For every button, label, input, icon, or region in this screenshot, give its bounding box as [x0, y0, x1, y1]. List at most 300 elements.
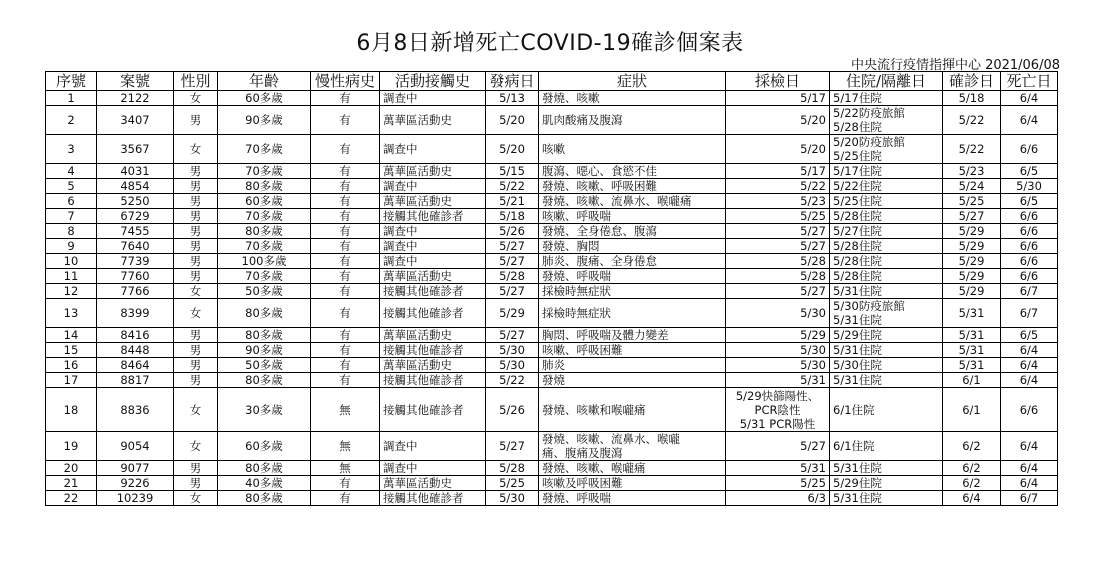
case-test-date-cell: 5/28 [726, 269, 830, 284]
table-row [46, 135, 1058, 164]
case-test-date-cell: 5/17 [726, 164, 830, 179]
case-death-date-cell: 6/4 [1001, 343, 1058, 358]
table-row [46, 476, 1058, 491]
case-death-date-cell: 6/4 [1001, 432, 1058, 461]
case-age-cell: 30多歲 [218, 388, 311, 432]
case-sex-cell: 男 [174, 194, 218, 209]
case-onset-cell: 5/25 [486, 476, 539, 491]
case-hospital-cell: 6/1住院 [830, 388, 943, 432]
case-death-date-cell: 6/6 [1001, 135, 1058, 164]
column-header: 活動接觸史 [380, 72, 486, 91]
case-onset-cell: 5/22 [486, 179, 539, 194]
case-confirm-date-cell: 6/2 [943, 476, 1001, 491]
case-seq-cell: 3 [46, 135, 97, 164]
case-number-cell: 4854 [97, 179, 174, 194]
case-hospital-cell: 5/20防疫旅館 5/25住院 [830, 135, 943, 164]
case-symptoms-cell: 腹瀉、噁心、食慾不佳 [539, 164, 726, 179]
case-sex-cell: 女 [174, 388, 218, 432]
case-symptoms-cell: 咳嗽、呼吸困難 [539, 343, 726, 358]
case-test-date-cell: 5/20 [726, 106, 830, 135]
case-test-date-cell: 5/20 [726, 135, 830, 164]
case-death-date-cell: 6/4 [1001, 358, 1058, 373]
case-age-cell: 70多歲 [218, 239, 311, 254]
case-hospital-cell: 5/28住院 [830, 269, 943, 284]
case-symptoms-cell: 肺炎、腹痛、全身倦怠 [539, 254, 726, 269]
case-death-date-cell: 6/6 [1001, 239, 1058, 254]
case-number-cell: 7640 [97, 239, 174, 254]
case-death-date-cell: 6/5 [1001, 194, 1058, 209]
case-symptoms-cell: 採檢時無症狀 [539, 284, 726, 299]
case-hospital-cell: 5/25住院 [830, 194, 943, 209]
case-sex-cell: 女 [174, 135, 218, 164]
case-seq-cell: 18 [46, 388, 97, 432]
case-confirm-date-cell: 5/29 [943, 254, 1001, 269]
case-number-cell: 6729 [97, 209, 174, 224]
case-chronic-cell: 有 [311, 224, 380, 239]
case-symptoms-cell: 肌肉酸痛及腹瀉 [539, 106, 726, 135]
case-chronic-cell: 有 [311, 91, 380, 106]
case-age-cell: 80多歲 [218, 373, 311, 388]
case-number-cell: 7766 [97, 284, 174, 299]
case-confirm-date-cell: 5/31 [943, 343, 1001, 358]
case-chronic-cell: 有 [311, 106, 380, 135]
case-contact-cell: 接觸其他確診者 [380, 491, 486, 506]
case-age-cell: 60多歲 [218, 194, 311, 209]
case-symptoms-cell: 發燒、咳嗽、喉嚨痛 [539, 461, 726, 476]
table-row [46, 358, 1058, 373]
case-sex-cell: 男 [174, 358, 218, 373]
case-seq-cell: 6 [46, 194, 97, 209]
case-confirm-date-cell: 6/2 [943, 461, 1001, 476]
case-onset-cell: 5/27 [486, 254, 539, 269]
case-death-date-cell: 6/6 [1001, 388, 1058, 432]
case-age-cell: 100多歲 [218, 254, 311, 269]
case-age-cell: 80多歲 [218, 491, 311, 506]
column-header: 序號 [46, 72, 97, 91]
case-age-cell: 90多歲 [218, 106, 311, 135]
case-test-date-cell: 5/30 [726, 343, 830, 358]
case-seq-cell: 4 [46, 164, 97, 179]
table-row [46, 106, 1058, 135]
column-header: 確診日 [943, 72, 1001, 91]
case-seq-cell: 17 [46, 373, 97, 388]
case-confirm-date-cell: 6/1 [943, 388, 1001, 432]
table-row [46, 299, 1058, 328]
case-sex-cell: 女 [174, 91, 218, 106]
case-contact-cell: 調查中 [380, 239, 486, 254]
case-hospital-cell: 5/17住院 [830, 164, 943, 179]
case-contact-cell: 接觸其他確診者 [380, 284, 486, 299]
case-contact-cell: 調查中 [380, 461, 486, 476]
case-seq-cell: 9 [46, 239, 97, 254]
case-test-date-cell: 5/29 [726, 328, 830, 343]
case-contact-cell: 萬華區活動史 [380, 164, 486, 179]
table-row [46, 491, 1058, 506]
case-onset-cell: 5/26 [486, 224, 539, 239]
case-age-cell: 70多歲 [218, 269, 311, 284]
case-chronic-cell: 無 [311, 388, 380, 432]
case-chronic-cell: 有 [311, 491, 380, 506]
case-contact-cell: 調查中 [380, 432, 486, 461]
column-header: 案號 [97, 72, 174, 91]
case-seq-cell: 14 [46, 328, 97, 343]
case-contact-cell: 萬華區活動史 [380, 269, 486, 284]
case-test-date-cell: 5/30 [726, 299, 830, 328]
case-onset-cell: 5/18 [486, 209, 539, 224]
case-onset-cell: 5/20 [486, 135, 539, 164]
page-title: 6月8日新增死亡COVID-19確診個案表 [356, 31, 744, 56]
case-onset-cell: 5/26 [486, 388, 539, 432]
case-symptoms-cell: 發燒、咳嗽、流鼻水、喉嚨 痛、腹痛及腹瀉 [539, 432, 726, 461]
case-sex-cell: 男 [174, 179, 218, 194]
case-onset-cell: 5/22 [486, 373, 539, 388]
case-contact-cell: 接觸其他確診者 [380, 343, 486, 358]
case-seq-cell: 2 [46, 106, 97, 135]
case-contact-cell: 調查中 [380, 224, 486, 239]
case-confirm-date-cell: 5/29 [943, 224, 1001, 239]
case-number-cell: 9226 [97, 476, 174, 491]
case-test-date-cell: 5/23 [726, 194, 830, 209]
case-age-cell: 60多歲 [218, 91, 311, 106]
case-chronic-cell: 有 [311, 284, 380, 299]
case-onset-cell: 5/30 [486, 343, 539, 358]
case-onset-cell: 5/28 [486, 461, 539, 476]
case-test-date-cell: 5/27 [726, 284, 830, 299]
case-chronic-cell: 有 [311, 239, 380, 254]
table-row [46, 91, 1058, 106]
case-symptoms-cell: 發燒、全身倦怠、腹瀉 [539, 224, 726, 239]
case-confirm-date-cell: 6/2 [943, 432, 1001, 461]
table-row [46, 328, 1058, 343]
table-row [46, 388, 1058, 432]
case-number-cell: 9054 [97, 432, 174, 461]
case-age-cell: 80多歲 [218, 299, 311, 328]
case-number-cell: 8836 [97, 388, 174, 432]
case-chronic-cell: 無 [311, 461, 380, 476]
case-death-date-cell: 6/4 [1001, 373, 1058, 388]
case-confirm-date-cell: 5/31 [943, 358, 1001, 373]
case-hospital-cell: 5/29住院 [830, 328, 943, 343]
case-number-cell: 8817 [97, 373, 174, 388]
case-confirm-date-cell: 6/4 [943, 491, 1001, 506]
case-chronic-cell: 有 [311, 254, 380, 269]
case-sex-cell: 女 [174, 299, 218, 328]
case-hospital-cell: 5/31住院 [830, 284, 943, 299]
case-hospital-cell: 5/28住院 [830, 239, 943, 254]
case-sex-cell: 女 [174, 491, 218, 506]
case-onset-cell: 5/21 [486, 194, 539, 209]
case-chronic-cell: 有 [311, 328, 380, 343]
case-hospital-cell: 5/28住院 [830, 254, 943, 269]
table-row [46, 432, 1058, 461]
case-number-cell: 8464 [97, 358, 174, 373]
case-confirm-date-cell: 5/27 [943, 209, 1001, 224]
case-test-date-cell: 5/22 [726, 179, 830, 194]
case-chronic-cell: 有 [311, 299, 380, 328]
case-symptoms-cell: 咳嗽 [539, 135, 726, 164]
case-chronic-cell: 有 [311, 164, 380, 179]
case-hospital-cell: 5/22防疫旅館 5/28住院 [830, 106, 943, 135]
case-confirm-date-cell: 5/22 [943, 106, 1001, 135]
case-onset-cell: 5/27 [486, 239, 539, 254]
case-chronic-cell: 有 [311, 209, 380, 224]
case-death-date-cell: 6/4 [1001, 461, 1058, 476]
case-seq-cell: 22 [46, 491, 97, 506]
case-sex-cell: 男 [174, 476, 218, 491]
case-contact-cell: 調查中 [380, 179, 486, 194]
case-onset-cell: 5/28 [486, 269, 539, 284]
case-test-date-cell: 5/29快篩陽性、 PCR陰性 5/31 PCR陽性 [726, 388, 830, 432]
case-death-date-cell: 6/7 [1001, 284, 1058, 299]
table-row [46, 209, 1058, 224]
case-age-cell: 80多歲 [218, 461, 311, 476]
case-death-date-cell: 6/6 [1001, 269, 1058, 284]
case-hospital-cell: 5/28住院 [830, 209, 943, 224]
table-row [46, 373, 1058, 388]
case-contact-cell: 調查中 [380, 254, 486, 269]
case-seq-cell: 1 [46, 91, 97, 106]
table-row [46, 254, 1058, 269]
case-onset-cell: 5/29 [486, 299, 539, 328]
case-symptoms-cell: 發燒、咳嗽 [539, 91, 726, 106]
case-contact-cell: 萬華區活動史 [380, 106, 486, 135]
case-death-date-cell: 6/6 [1001, 254, 1058, 269]
column-header: 住院/隔離日 [830, 72, 943, 91]
case-confirm-date-cell: 5/29 [943, 284, 1001, 299]
case-sex-cell: 男 [174, 254, 218, 269]
case-chronic-cell: 有 [311, 476, 380, 491]
case-sex-cell: 男 [174, 209, 218, 224]
case-hospital-cell: 5/31住院 [830, 343, 943, 358]
case-test-date-cell: 6/3 [726, 491, 830, 506]
case-contact-cell: 萬華區活動史 [380, 476, 486, 491]
case-sex-cell: 男 [174, 106, 218, 135]
case-onset-cell: 5/15 [486, 164, 539, 179]
case-sex-cell: 男 [174, 239, 218, 254]
column-header: 年齡 [218, 72, 311, 91]
case-contact-cell: 接觸其他確診者 [380, 209, 486, 224]
case-onset-cell: 5/27 [486, 328, 539, 343]
case-number-cell: 3567 [97, 135, 174, 164]
case-hospital-cell: 5/27住院 [830, 224, 943, 239]
case-death-date-cell: 6/6 [1001, 209, 1058, 224]
case-death-date-cell: 6/4 [1001, 476, 1058, 491]
case-sex-cell: 男 [174, 269, 218, 284]
case-chronic-cell: 有 [311, 373, 380, 388]
case-number-cell: 2122 [97, 91, 174, 106]
case-confirm-date-cell: 5/29 [943, 239, 1001, 254]
case-confirm-date-cell: 5/18 [943, 91, 1001, 106]
case-hospital-cell: 5/17住院 [830, 91, 943, 106]
column-header: 慢性病史 [311, 72, 380, 91]
case-age-cell: 80多歲 [218, 224, 311, 239]
case-confirm-date-cell: 5/23 [943, 164, 1001, 179]
case-number-cell: 9077 [97, 461, 174, 476]
case-contact-cell: 調查中 [380, 91, 486, 106]
case-number-cell: 8448 [97, 343, 174, 358]
table-row [46, 269, 1058, 284]
case-hospital-cell: 5/30住院 [830, 358, 943, 373]
case-symptoms-cell: 採檢時無症狀 [539, 299, 726, 328]
case-sex-cell: 男 [174, 373, 218, 388]
case-confirm-date-cell: 5/31 [943, 328, 1001, 343]
case-death-date-cell: 6/5 [1001, 164, 1058, 179]
table-header-row [46, 72, 1058, 91]
case-symptoms-cell: 咳嗽及呼吸困難 [539, 476, 726, 491]
case-hospital-cell: 5/29住院 [830, 476, 943, 491]
case-contact-cell: 萬華區活動史 [380, 328, 486, 343]
case-age-cell: 60多歲 [218, 432, 311, 461]
case-symptoms-cell: 咳嗽、呼吸喘 [539, 209, 726, 224]
case-chronic-cell: 有 [311, 343, 380, 358]
case-contact-cell: 萬華區活動史 [380, 358, 486, 373]
case-number-cell: 7739 [97, 254, 174, 269]
case-age-cell: 70多歲 [218, 135, 311, 164]
table-row [46, 164, 1058, 179]
case-confirm-date-cell: 5/22 [943, 135, 1001, 164]
case-sex-cell: 男 [174, 164, 218, 179]
column-header: 死亡日 [1001, 72, 1058, 91]
case-confirm-date-cell: 5/25 [943, 194, 1001, 209]
case-age-cell: 70多歲 [218, 164, 311, 179]
column-header: 症狀 [539, 72, 726, 91]
case-chronic-cell: 有 [311, 358, 380, 373]
case-test-date-cell: 5/31 [726, 373, 830, 388]
case-age-cell: 50多歲 [218, 358, 311, 373]
case-symptoms-cell: 發燒、咳嗽和喉嚨痛 [539, 388, 726, 432]
case-onset-cell: 5/27 [486, 432, 539, 461]
column-header: 性別 [174, 72, 218, 91]
case-age-cell: 90多歲 [218, 343, 311, 358]
case-seq-cell: 8 [46, 224, 97, 239]
case-seq-cell: 16 [46, 358, 97, 373]
case-number-cell: 5250 [97, 194, 174, 209]
table-row [46, 461, 1058, 476]
case-symptoms-cell: 肺炎 [539, 358, 726, 373]
case-seq-cell: 5 [46, 179, 97, 194]
table-row [46, 179, 1058, 194]
case-death-date-cell: 6/7 [1001, 299, 1058, 328]
column-header: 採檢日 [726, 72, 830, 91]
case-sex-cell: 女 [174, 432, 218, 461]
case-seq-cell: 15 [46, 343, 97, 358]
case-number-cell: 7760 [97, 269, 174, 284]
case-onset-cell: 5/30 [486, 491, 539, 506]
source-date: 中央流行疫情指揮中心 2021/06/08 [850, 58, 1060, 73]
table-row [46, 239, 1058, 254]
case-seq-cell: 19 [46, 432, 97, 461]
case-sex-cell: 男 [174, 461, 218, 476]
case-symptoms-cell: 發燒、呼吸喘 [539, 269, 726, 284]
case-chronic-cell: 有 [311, 194, 380, 209]
case-confirm-date-cell: 5/31 [943, 299, 1001, 328]
case-death-date-cell: 6/7 [1001, 491, 1058, 506]
case-age-cell: 80多歲 [218, 179, 311, 194]
case-death-date-cell: 6/4 [1001, 106, 1058, 135]
case-chronic-cell: 有 [311, 135, 380, 164]
table-row [46, 224, 1058, 239]
case-hospital-cell: 6/1住院 [830, 432, 943, 461]
case-confirm-date-cell: 5/24 [943, 179, 1001, 194]
case-number-cell: 4031 [97, 164, 174, 179]
case-age-cell: 80多歲 [218, 328, 311, 343]
case-symptoms-cell: 發燒、咳嗽、流鼻水、喉嚨痛 [539, 194, 726, 209]
case-hospital-cell: 5/30防疫旅館 5/31住院 [830, 299, 943, 328]
case-death-date-cell: 6/4 [1001, 91, 1058, 106]
case-sex-cell: 男 [174, 343, 218, 358]
case-hospital-cell: 5/31住院 [830, 491, 943, 506]
case-age-cell: 40多歲 [218, 476, 311, 491]
case-confirm-date-cell: 6/1 [943, 373, 1001, 388]
case-chronic-cell: 有 [311, 179, 380, 194]
case-table [45, 71, 1058, 506]
case-test-date-cell: 5/27 [726, 239, 830, 254]
case-sex-cell: 男 [174, 328, 218, 343]
case-number-cell: 8399 [97, 299, 174, 328]
column-header: 發病日 [486, 72, 539, 91]
case-symptoms-cell: 發燒 [539, 373, 726, 388]
case-number-cell: 8416 [97, 328, 174, 343]
case-test-date-cell: 5/25 [726, 476, 830, 491]
case-seq-cell: 10 [46, 254, 97, 269]
case-chronic-cell: 無 [311, 432, 380, 461]
case-symptoms-cell: 發燒、呼吸喘 [539, 491, 726, 506]
case-seq-cell: 7 [46, 209, 97, 224]
case-contact-cell: 接觸其他確診者 [380, 299, 486, 328]
case-onset-cell: 5/27 [486, 284, 539, 299]
case-test-date-cell: 5/25 [726, 209, 830, 224]
case-test-date-cell: 5/31 [726, 461, 830, 476]
case-onset-cell: 5/30 [486, 358, 539, 373]
case-hospital-cell: 5/31住院 [830, 373, 943, 388]
case-death-date-cell: 6/5 [1001, 328, 1058, 343]
case-number-cell: 3407 [97, 106, 174, 135]
case-seq-cell: 11 [46, 269, 97, 284]
case-confirm-date-cell: 5/29 [943, 269, 1001, 284]
case-test-date-cell: 5/30 [726, 358, 830, 373]
case-seq-cell: 12 [46, 284, 97, 299]
case-symptoms-cell: 胸悶、呼吸喘及體力變差 [539, 328, 726, 343]
case-symptoms-cell: 發燒、咳嗽、呼吸困難 [539, 179, 726, 194]
case-contact-cell: 萬華區活動史 [380, 194, 486, 209]
case-age-cell: 70多歲 [218, 209, 311, 224]
case-age-cell: 50多歲 [218, 284, 311, 299]
case-onset-cell: 5/13 [486, 91, 539, 106]
case-contact-cell: 調查中 [380, 135, 486, 164]
table-body [46, 91, 1058, 506]
table-row [46, 284, 1058, 299]
case-chronic-cell: 有 [311, 269, 380, 284]
table-row [46, 343, 1058, 358]
case-onset-cell: 5/20 [486, 106, 539, 135]
case-death-date-cell: 6/6 [1001, 224, 1058, 239]
case-sex-cell: 男 [174, 224, 218, 239]
case-test-date-cell: 5/27 [726, 432, 830, 461]
case-test-date-cell: 5/27 [726, 224, 830, 239]
case-seq-cell: 20 [46, 461, 97, 476]
case-seq-cell: 13 [46, 299, 97, 328]
case-death-date-cell: 5/30 [1001, 179, 1058, 194]
case-contact-cell: 接觸其他確診者 [380, 373, 486, 388]
case-symptoms-cell: 發燒、胸悶 [539, 239, 726, 254]
case-hospital-cell: 5/31住院 [830, 461, 943, 476]
case-hospital-cell: 5/22住院 [830, 179, 943, 194]
case-sex-cell: 女 [174, 284, 218, 299]
case-number-cell: 7455 [97, 224, 174, 239]
case-seq-cell: 21 [46, 476, 97, 491]
case-number-cell: 10239 [97, 491, 174, 506]
case-test-date-cell: 5/28 [726, 254, 830, 269]
